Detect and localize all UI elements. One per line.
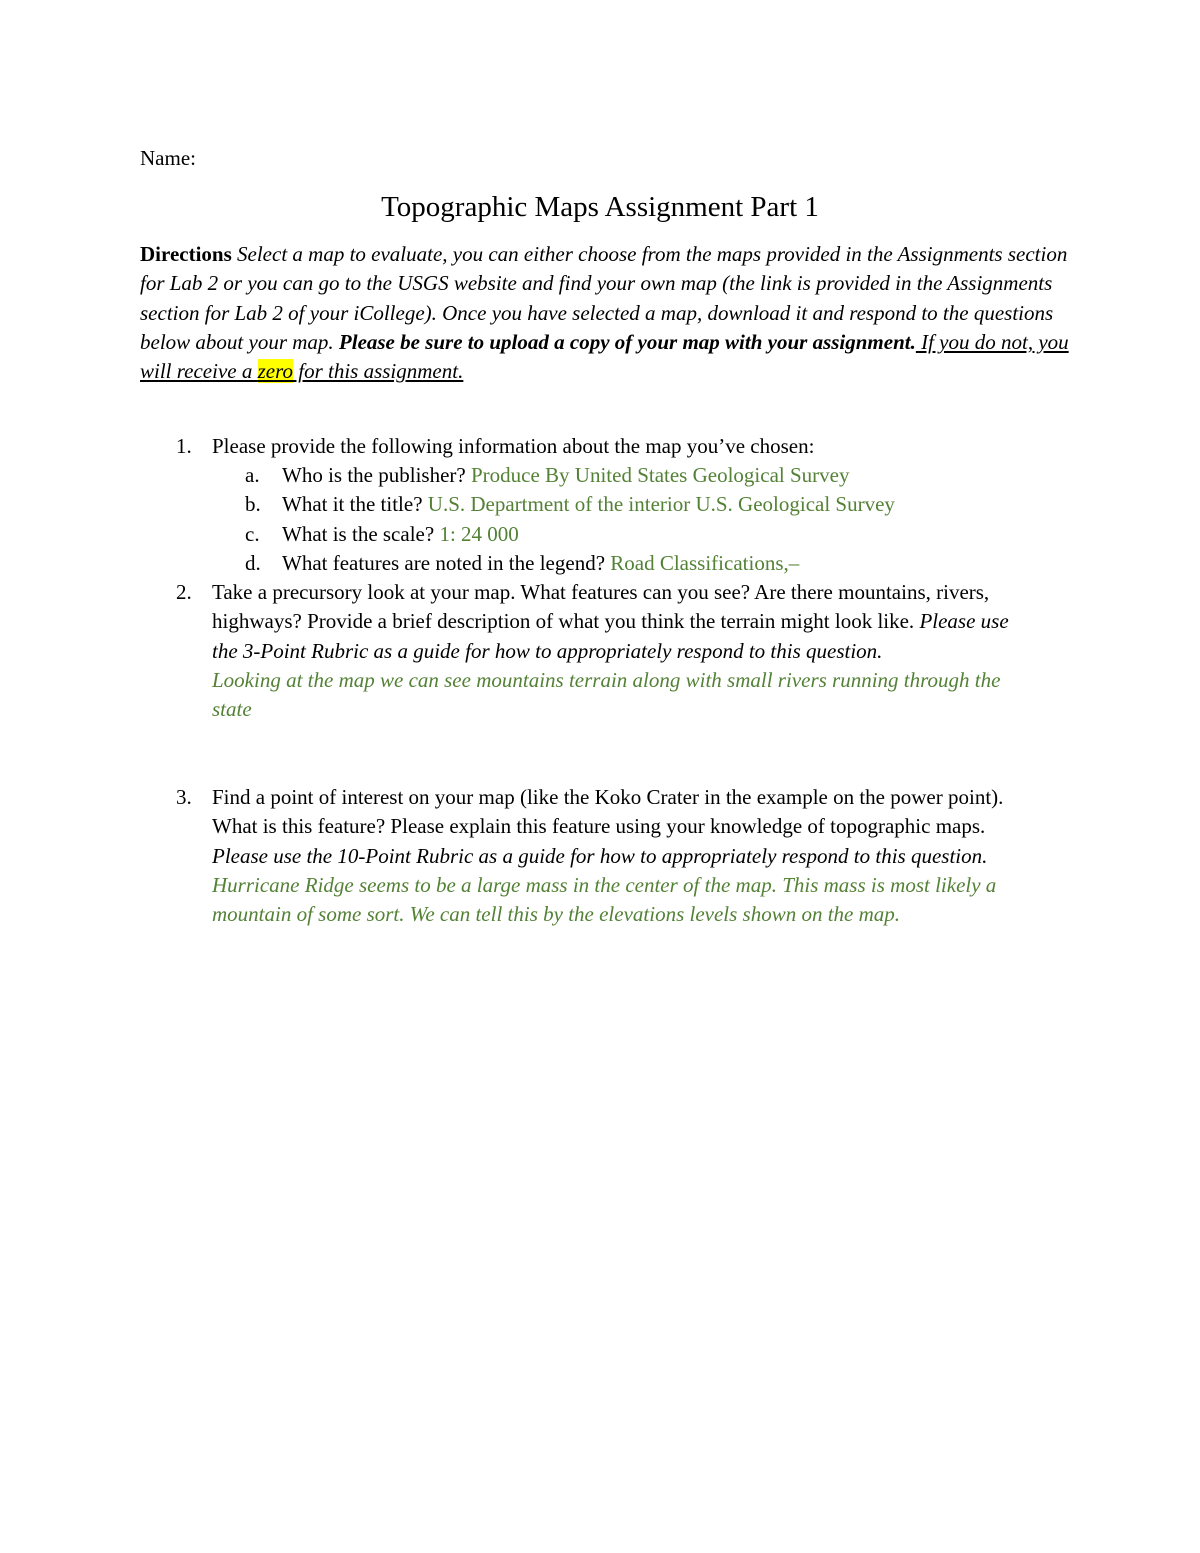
question-2-rubric: Please use the 3-Point Rubric as a guide for how to appropriately respond to this question. — [212, 609, 1009, 663]
question-1-item — [140, 549, 1040, 578]
question-1 — [140, 432, 1040, 461]
warning-text-pre: If you do not, you will receive a — [140, 329, 1069, 384]
item-question: What features are noted in the legend? — [282, 550, 611, 575]
question-3-prompt: Find a point of interest on your map (like the Koko Crater in the example on the power point). What is this feature? Please explain this feature using your knowledge of topographic maps. — [212, 785, 1004, 839]
question-1-item — [140, 520, 1040, 549]
question-3-rubric: Please use the 10-Point Rubric as a guide for how to appropriately respond to this question. — [212, 843, 988, 868]
directions-paragraph — [140, 240, 1070, 386]
directions-text: Select a map to evaluate, you can either choose from the maps provided in the Assignments section for Lab 2 or you can go to the USGS website and find your own map (the link is provided in the Assignments section for Lab 2 of your iCollege). Once you have selected a map, download it and respond to the questions below about your map. — [140, 242, 1068, 354]
question-3 — [140, 783, 1040, 929]
question-3-answer: Hurricane Ridge seems to be a large mass in the center of the map. This mass is most likely a mountain of some sort. We can tell this by the elevations levels shown on the map. — [212, 872, 997, 927]
question-1-prompt: Please provide the following information about the map you’ve chosen: — [212, 434, 815, 458]
question-3-body — [212, 783, 1037, 929]
question-2 — [140, 578, 1040, 724]
question-1-number: 1. — [176, 434, 192, 458]
item-answer: U.S. Department of the interior U.S. Geological Survey — [427, 492, 895, 517]
item-letter: a. — [245, 463, 260, 487]
question-2-answer: Looking at the map we can see mountains terrain along with small rivers running through the state — [212, 667, 1001, 722]
question-2-prompt: Take a precursory look at your map. What features can you see? Are there mountains, rivers, highways? Provide a brief description of what you think the terrain might look like. — [212, 580, 990, 634]
item-answer: 1: 24 000 — [439, 521, 519, 546]
question-1-item — [140, 490, 1040, 519]
item-letter: d. — [245, 550, 261, 575]
item-question: What it the title? — [282, 492, 428, 517]
item-answer: Road Classifications,– — [610, 550, 800, 575]
item-question: Who is the publisher? — [282, 463, 471, 487]
highlight-zero: zero — [257, 359, 293, 384]
question-3-number: 3. — [176, 785, 192, 809]
item-letter: c. — [245, 521, 260, 546]
question-1-item — [140, 461, 1040, 490]
name-label: Name: — [140, 146, 196, 170]
question-2-number: 2. — [176, 580, 192, 604]
warning-text-post: for this assignment. — [292, 359, 464, 384]
question-2-body — [212, 578, 1032, 724]
upload-instruction: Please be sure to upload a copy of your map with your assignment. — [333, 329, 916, 354]
directions-label: Directions — [140, 242, 232, 266]
item-answer: Produce By United States Geological Survey — [470, 463, 850, 487]
question-1-items — [140, 461, 1040, 578]
page-title: Topographic Maps Assignment Part 1 — [381, 191, 819, 223]
item-letter: b. — [245, 492, 261, 517]
item-question: What is the scale? — [282, 521, 440, 546]
